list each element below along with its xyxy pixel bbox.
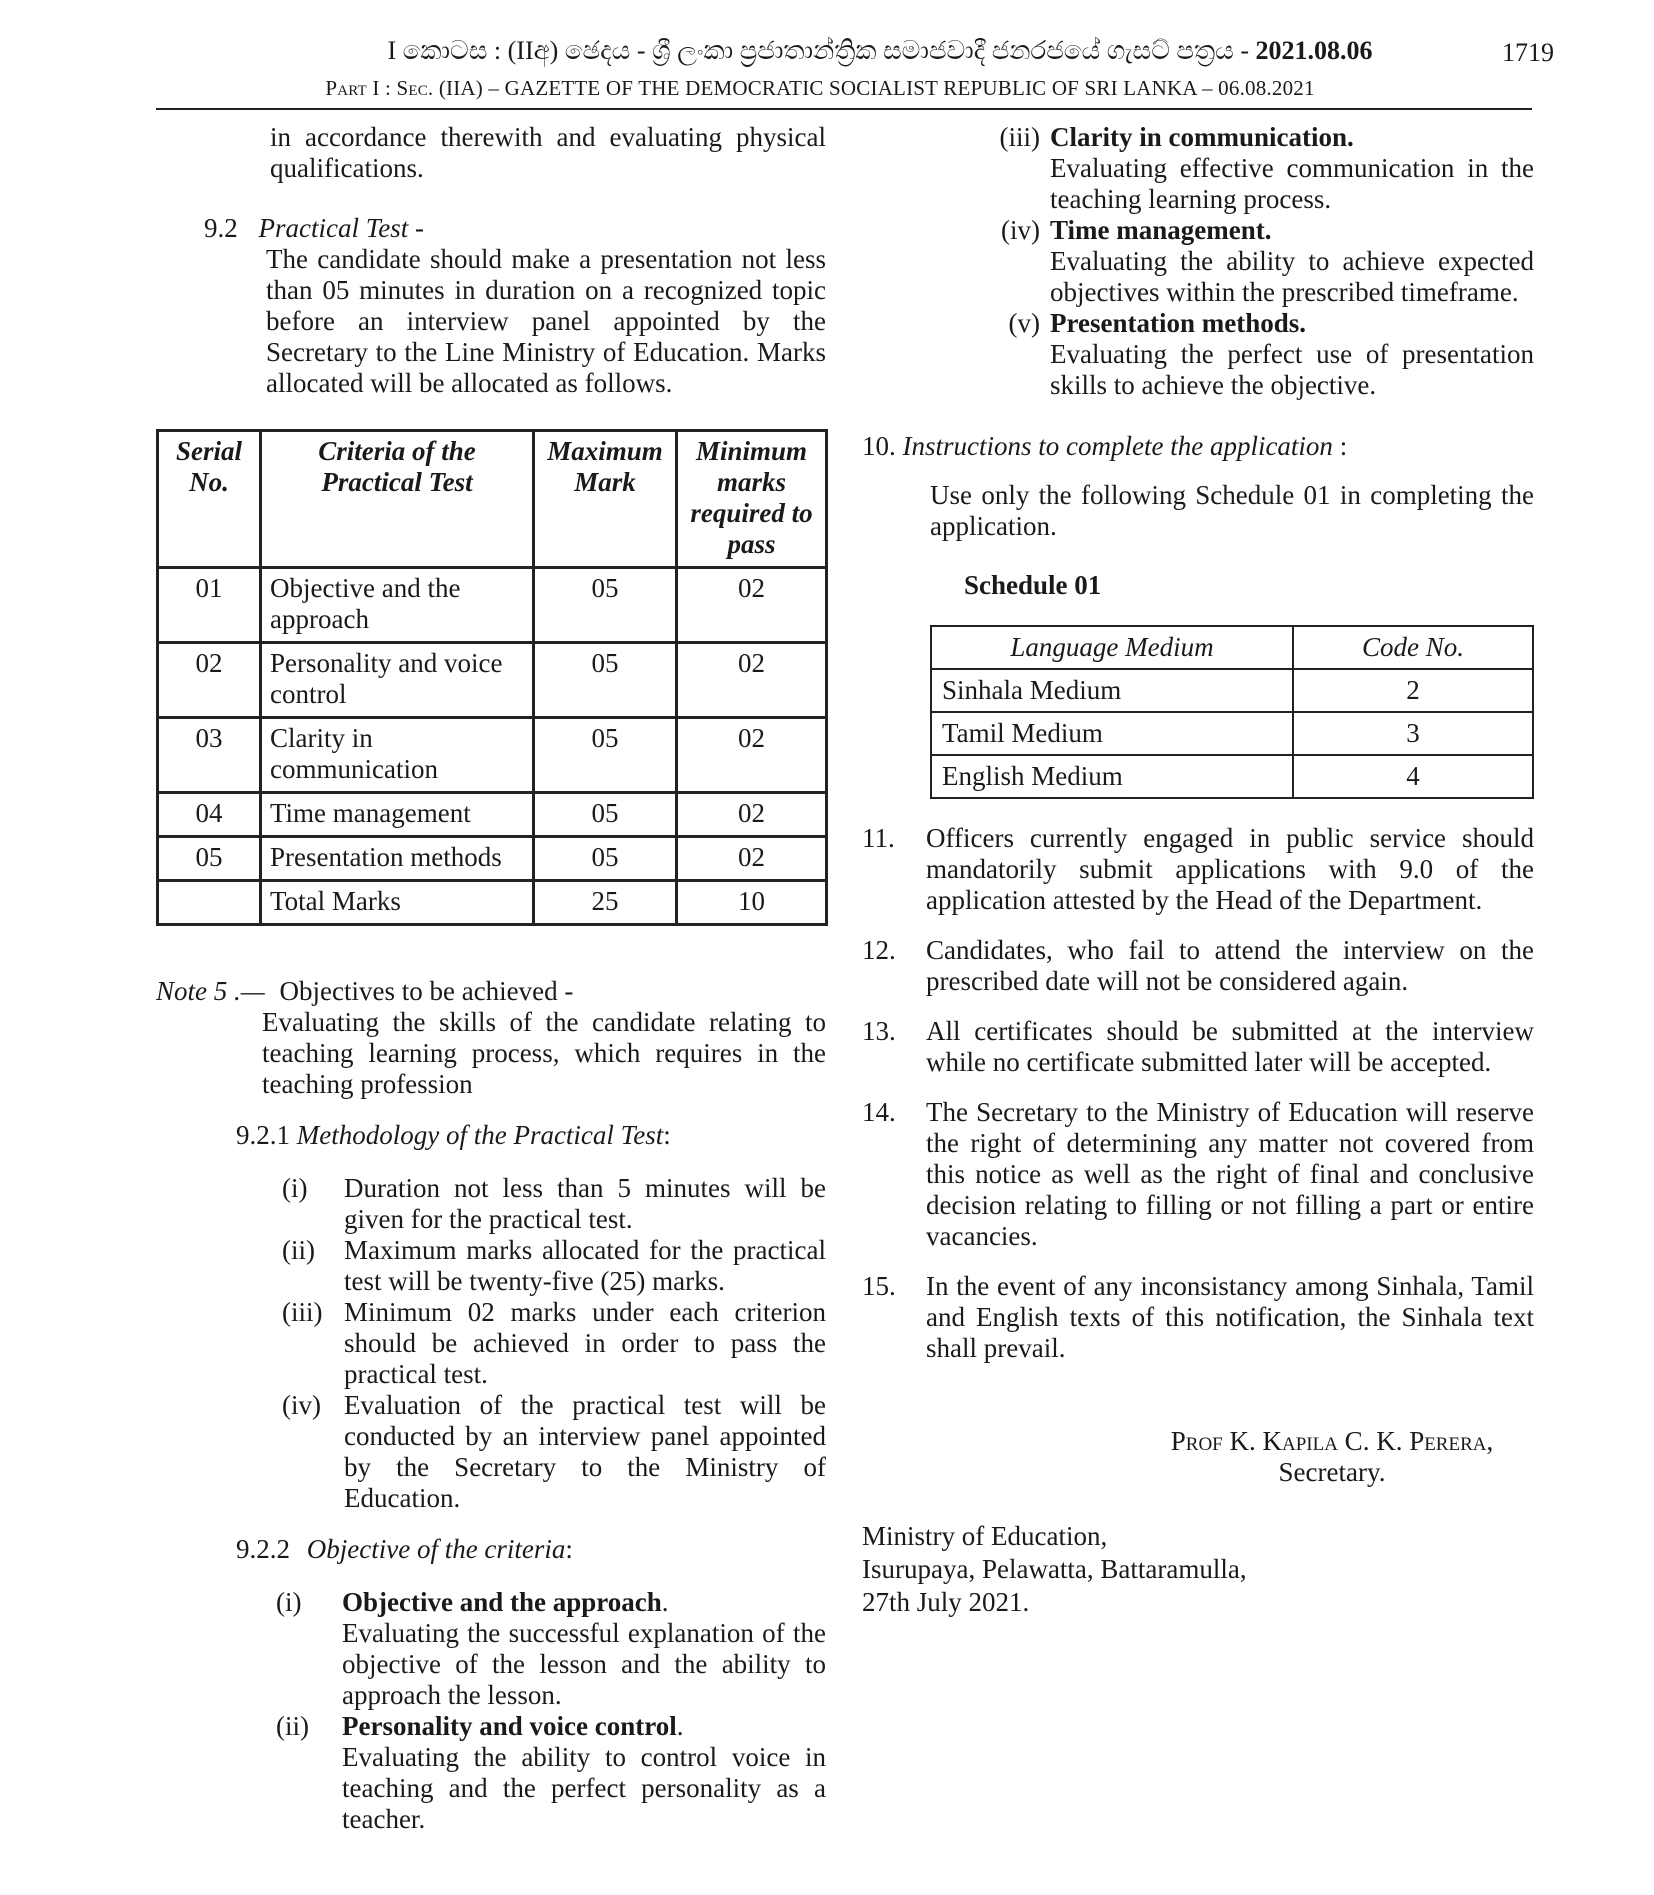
list-item-number: (v)	[1008, 308, 1040, 338]
list-item	[276, 1587, 826, 1711]
signatory-name: Prof K. Kapila C. K. Perera,	[1170, 1426, 1494, 1456]
list-item-number: (iii)	[282, 1297, 323, 1327]
table-cell: 25	[534, 881, 677, 925]
section-9-2-2	[156, 1534, 826, 1835]
table-row	[158, 568, 827, 643]
table-row	[931, 669, 1533, 712]
section-number: 9.2.2	[236, 1534, 290, 1564]
clause-text: Candidates, who fail to attend the interview on the prescribed date will not be considered again.	[926, 935, 1534, 996]
right-column	[862, 122, 1534, 1619]
table-header-cell: Serial No.	[158, 431, 261, 568]
table-row	[158, 643, 827, 718]
table-cell	[158, 881, 261, 925]
list-item-text: Evaluating the ability to control voice in teaching and the perfect personality as a teacher.	[342, 1742, 826, 1834]
table-cell: 05	[534, 643, 677, 718]
table-row	[158, 718, 827, 793]
clause	[862, 823, 1534, 916]
section-colon: :	[1332, 431, 1348, 461]
section-title: Instructions to complete the application	[902, 431, 1333, 461]
table-cell: 05	[534, 793, 677, 837]
clause-number: 11.	[862, 823, 895, 853]
list-item-heading: Time management.	[1050, 215, 1272, 245]
list-item	[282, 1235, 826, 1297]
clause-text: The Secretary to the Ministry of Education will reserve the right of determining any matter not covered from this notice as well as the right of final and conclusive decision relating to filling or not filling a part or entire vacancies.	[926, 1097, 1534, 1251]
table-cell: 05	[534, 568, 677, 643]
clause-text: All certificates should be submitted at the interview while no certificate submitted later will be accepted.	[926, 1016, 1534, 1077]
page-number: 1719	[1502, 38, 1554, 67]
list-item-heading: Personality and voice control	[342, 1711, 677, 1741]
table-total-row	[158, 881, 827, 925]
table-cell: Personality and voice control	[261, 643, 534, 718]
clause-number: 12.	[862, 935, 896, 965]
list-item-number: (ii)	[282, 1235, 315, 1265]
list-item-text: Evaluation of the practical test will be conducted by an interview panel appointed by the Secretary to the Ministry of Education.	[344, 1390, 826, 1513]
signatory-title: Secretary.	[1278, 1457, 1386, 1487]
table-cell: 05	[158, 837, 261, 881]
section-number: 9.2	[204, 213, 238, 243]
clause-text: Officers currently engaged in public service should mandatorily submit applications with 9.0 of the application attested by the Head of the Department.	[926, 823, 1534, 915]
schedule-table	[930, 625, 1534, 799]
page-header-english	[160, 76, 1480, 101]
header-date: 2021.08.06	[1255, 36, 1373, 65]
note-body: Evaluating the skills of the candidate relating to teaching learning process, which requires in the teaching profession	[262, 1007, 826, 1099]
clause-text: In the event of any inconsistancy among Sinhala, Tamil and English texts of this notification, the Sinhala text shall prevail.	[926, 1271, 1534, 1363]
address-line: Ministry of Education,	[862, 1521, 1108, 1551]
table-header-cell: Maximum Mark	[534, 431, 677, 568]
signature-block	[1152, 1426, 1512, 1488]
list-item-text: Evaluating effective communication in the teaching learning process.	[1050, 153, 1534, 214]
table-cell: 3	[1293, 712, 1533, 755]
table-cell: Total Marks	[261, 881, 534, 925]
list-item-heading-period: .	[676, 1711, 684, 1741]
table-cell: 10	[677, 881, 827, 925]
list-item-text: Evaluating the ability to achieve expected objectives within the prescribed timeframe.	[1050, 246, 1534, 307]
clause	[862, 1016, 1534, 1078]
table-cell: 02	[677, 837, 827, 881]
clause-number: 14.	[862, 1097, 896, 1127]
table-row	[158, 837, 827, 881]
address-date: 27th July 2021.	[862, 1587, 1030, 1617]
list-item-number: (iii)	[999, 122, 1040, 152]
header-part: Part I :	[325, 76, 392, 100]
table-cell: 4	[1293, 755, 1533, 798]
table-cell: 02	[677, 568, 827, 643]
intro-paragraph: in accordance therewith and evaluating physical qualifications.	[270, 122, 826, 183]
header-title: (IIA) – GAZETTE OF THE DEMOCRATIC SOCIALIST REPUBLIC OF SRI LANKA – 06.08.2021	[438, 76, 1315, 100]
table-cell: Sinhala Medium	[931, 669, 1293, 712]
table-cell: 01	[158, 568, 261, 643]
table-cell: 03	[158, 718, 261, 793]
table-row	[931, 712, 1533, 755]
numbered-clauses	[862, 823, 1534, 1364]
table-header-cell: Language Medium	[931, 626, 1293, 669]
list-item-number: (i)	[282, 1173, 308, 1203]
table-header-cell: Minimum marks required to pass	[677, 431, 827, 568]
section-title: Methodology of the Practical Test	[296, 1120, 664, 1150]
list-item-text: Minimum 02 marks under each criterion should be achieved in order to pass the practical test.	[344, 1297, 826, 1389]
section-title: Practical Test -	[258, 213, 424, 243]
section-10	[862, 431, 1534, 799]
note-label: Note 5 .—	[156, 976, 265, 1006]
criteria-continued	[862, 122, 1534, 401]
section-body: Use only the following Schedule 01 in completing the application.	[930, 480, 1534, 541]
table-cell: 02	[677, 643, 827, 718]
clause	[862, 935, 1534, 997]
practical-test-table	[156, 429, 828, 926]
list-item-text: Maximum marks allocated for the practical test will be twenty-five (25) marks.	[344, 1235, 826, 1296]
table-cell: 02	[677, 793, 827, 837]
left-column	[156, 122, 826, 1835]
list-item	[862, 122, 1534, 215]
note-heading: Objectives to be achieved -	[279, 976, 574, 1006]
table-cell: 04	[158, 793, 261, 837]
clause-number: 13.	[862, 1016, 896, 1046]
header-rule	[156, 108, 1532, 110]
list-item-heading: Presentation methods.	[1050, 308, 1306, 338]
table-row	[158, 793, 827, 837]
list-item	[862, 215, 1534, 308]
table-header-cell: Criteria of the Practical Test	[261, 431, 534, 568]
section-number: 9.2.1	[236, 1120, 290, 1150]
list-item	[276, 1711, 826, 1835]
section-9-2-1	[156, 1120, 826, 1514]
list-item	[862, 308, 1534, 401]
table-header-row	[158, 431, 827, 568]
address-block	[862, 1520, 1534, 1619]
list-item-text: Evaluating the successful explanation of the objective of the lesson and the ability to approach the lesson.	[342, 1618, 826, 1710]
list-item-number: (i)	[276, 1587, 302, 1617]
table-cell: Time management	[261, 793, 534, 837]
clause-number: 15.	[862, 1271, 896, 1301]
table-cell: 02	[158, 643, 261, 718]
list-item-number: (ii)	[276, 1711, 309, 1741]
clause	[862, 1271, 1534, 1364]
list-item-heading: Objective and the approach	[342, 1587, 662, 1617]
section-body: The candidate should make a presentation not less than 05 minutes in duration on a recognized topic before an interview panel appointed by the Secretary to the Line Ministry of Education. Marks allocated will be allocated as follows.	[266, 244, 826, 398]
table-cell: Clarity in communication	[261, 718, 534, 793]
list-item-text: Duration not less than 5 minutes will be given for the practical test.	[344, 1173, 826, 1234]
list-item-heading: Clarity in communication.	[1050, 122, 1354, 152]
table-cell: 05	[534, 837, 677, 881]
list-item	[282, 1297, 826, 1390]
list-item-number: (iv)	[282, 1390, 321, 1420]
note-5	[156, 976, 826, 1100]
table-cell: Presentation methods	[261, 837, 534, 881]
table-cell: Tamil Medium	[931, 712, 1293, 755]
list-item-heading-period: .	[661, 1587, 669, 1617]
address-line: Isurupaya, Pelawatta, Battaramulla,	[862, 1554, 1247, 1584]
table-cell: English Medium	[931, 755, 1293, 798]
list-item	[282, 1390, 826, 1514]
list-item-number: (iv)	[1001, 215, 1040, 245]
list-item	[282, 1173, 826, 1235]
table-cell: 2	[1293, 669, 1533, 712]
section-title: Objective of the criteria	[306, 1534, 566, 1564]
page-header-sinhala	[340, 36, 1420, 67]
table-header-row	[931, 626, 1533, 669]
schedule-title: Schedule 01	[964, 570, 1102, 600]
table-cell: 05	[534, 718, 677, 793]
table-header-cell: Code No.	[1293, 626, 1533, 669]
section-colon: :	[663, 1120, 671, 1150]
clause	[862, 1097, 1534, 1252]
header-sinhala-text: I කොටස : (IIඅ) ඡෙදය - ශ්‍රී ලංකා ප්‍රජාතාන්ත්‍රික සමාජවාදී ජනරජයේ ගැසට් පත්‍රය -	[387, 36, 1249, 65]
table-cell: Objective and the approach	[261, 568, 534, 643]
table-row	[931, 755, 1533, 798]
section-9-2	[156, 213, 826, 399]
table-cell: 02	[677, 718, 827, 793]
section-colon: :	[565, 1534, 573, 1564]
section-number: 10.	[862, 431, 896, 461]
header-sec: Sec.	[396, 76, 434, 100]
list-item-text: Evaluating the perfect use of presentation skills to achieve the objective.	[1050, 339, 1534, 400]
